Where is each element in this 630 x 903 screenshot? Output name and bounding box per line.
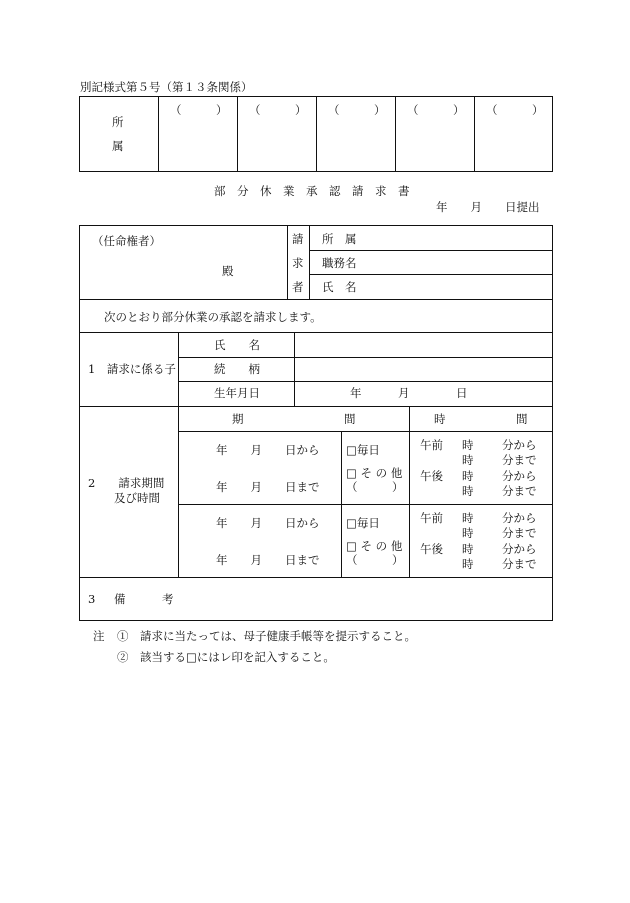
- period-row2-am-hour-to[interactable]: 時: [462, 526, 474, 540]
- remarks-label-2: 考: [162, 592, 174, 606]
- request-form-table: [79, 225, 553, 621]
- affiliation-box: [79, 96, 553, 172]
- period-row2-am-min-to[interactable]: 分まで: [502, 526, 537, 540]
- period-row2-daily-checkbox[interactable]: □毎日: [346, 516, 380, 530]
- period-row1-pm-hour-from[interactable]: 時: [462, 469, 474, 483]
- child-name-label: 氏 名: [214, 338, 260, 352]
- requester-position-label: 職務名: [322, 256, 357, 270]
- period-row2-pm-min-from[interactable]: 分から: [502, 542, 537, 556]
- period-row1-other-paren[interactable]: （ ）: [346, 480, 404, 494]
- affiliation-slot-5[interactable]: （ ）: [486, 103, 544, 117]
- period-row1-am-min-to[interactable]: 分まで: [502, 453, 537, 467]
- remarks-field[interactable]: [180, 579, 550, 619]
- period-row1-am-min-from[interactable]: 分から: [502, 438, 537, 452]
- requester-affiliation-label: 所 属: [322, 232, 357, 246]
- period-row1-to[interactable]: 年 月 日まで: [216, 480, 320, 494]
- appointing-authority-label: （任命権者）: [92, 234, 161, 248]
- page-title: 部 分 休 業 承 認 請 求 書: [214, 184, 410, 198]
- period-row2-pm-hour-to[interactable]: 時: [462, 557, 474, 571]
- period-row2-am-hour-from[interactable]: 時: [462, 511, 474, 525]
- period-row2-pm: 午後: [420, 542, 443, 556]
- child-section-label: 1 請求に係る子: [88, 362, 176, 376]
- child-dob-label: 生年月日: [214, 386, 260, 400]
- affiliation-label-top: 所: [112, 115, 124, 129]
- note-item-1: ① 請求に当たっては、母子健康手帳等を提示すること。: [117, 629, 416, 643]
- requester-vertical-3: 者: [292, 280, 304, 294]
- period-row2-pm-hour-from[interactable]: 時: [462, 542, 474, 556]
- period-row1-pm-min-from[interactable]: 分から: [502, 469, 537, 483]
- period-row2-am-min-from[interactable]: 分から: [502, 511, 537, 525]
- period-row1-pm-min-to[interactable]: 分まで: [502, 484, 537, 498]
- period-header-1: 期: [232, 412, 244, 426]
- period-row2-pm-min-to[interactable]: 分まで: [502, 557, 537, 571]
- honorific-label: 殿: [222, 264, 234, 278]
- period-row1-am-hour-to[interactable]: 時: [462, 453, 474, 467]
- period-row2-am: 午前: [420, 511, 443, 525]
- period-row1-daily-checkbox[interactable]: □毎日: [346, 443, 380, 457]
- period-row1-pm: 午後: [420, 469, 443, 483]
- submission-date[interactable]: 年 月 日提出: [436, 200, 540, 214]
- period-row1-am-hour-from[interactable]: 時: [462, 438, 474, 452]
- affiliation-slot-2[interactable]: （ ）: [249, 103, 307, 117]
- period-section-label-1: 2 請求期間: [88, 476, 165, 490]
- requester-vertical-1: 請: [292, 232, 304, 246]
- child-dob-month[interactable]: 月: [398, 386, 410, 400]
- period-row1-pm-hour-to[interactable]: 時: [462, 484, 474, 498]
- form-number: 別記様式第５号（第１３条関係）: [80, 80, 253, 94]
- period-row2-other-paren[interactable]: （ ）: [346, 553, 404, 567]
- period-row2-to[interactable]: 年 月 日まで: [216, 553, 320, 567]
- period-header-2: 間: [344, 412, 356, 426]
- affiliation-label-bottom: 属: [112, 139, 124, 153]
- remarks-number: 3: [88, 592, 96, 606]
- period-row2-other-checkbox[interactable]: □ そ の 他: [346, 539, 403, 553]
- period-row2-from[interactable]: 年 月 日から: [216, 516, 320, 530]
- affiliation-slot-4[interactable]: （ ）: [407, 103, 465, 117]
- remarks-label-1: 備: [114, 592, 126, 606]
- request-statement: 次のとおり部分休業の承認を請求します。: [104, 310, 322, 324]
- period-section-label-2: 及び時間: [114, 491, 160, 505]
- child-dob-year[interactable]: 年: [350, 386, 362, 400]
- affiliation-slot-3[interactable]: （ ）: [328, 103, 386, 117]
- period-row1-from[interactable]: 年 月 日から: [216, 443, 320, 457]
- affiliation-slot-1[interactable]: （ ）: [170, 103, 228, 117]
- child-dob-day[interactable]: 日: [456, 386, 468, 400]
- requester-vertical-2: 求: [292, 256, 304, 270]
- period-row1-other-checkbox[interactable]: □ そ の 他: [346, 466, 403, 480]
- notes-prefix: 注: [93, 629, 105, 643]
- requester-name-label: 氏 名: [322, 280, 357, 294]
- child-relation-label: 続 柄: [214, 362, 260, 376]
- time-header-1: 時: [434, 412, 446, 426]
- time-header-2: 間: [516, 412, 528, 426]
- period-row1-am: 午前: [420, 438, 443, 452]
- note-item-2: ② 該当する□にはレ印を記入すること。: [117, 650, 335, 664]
